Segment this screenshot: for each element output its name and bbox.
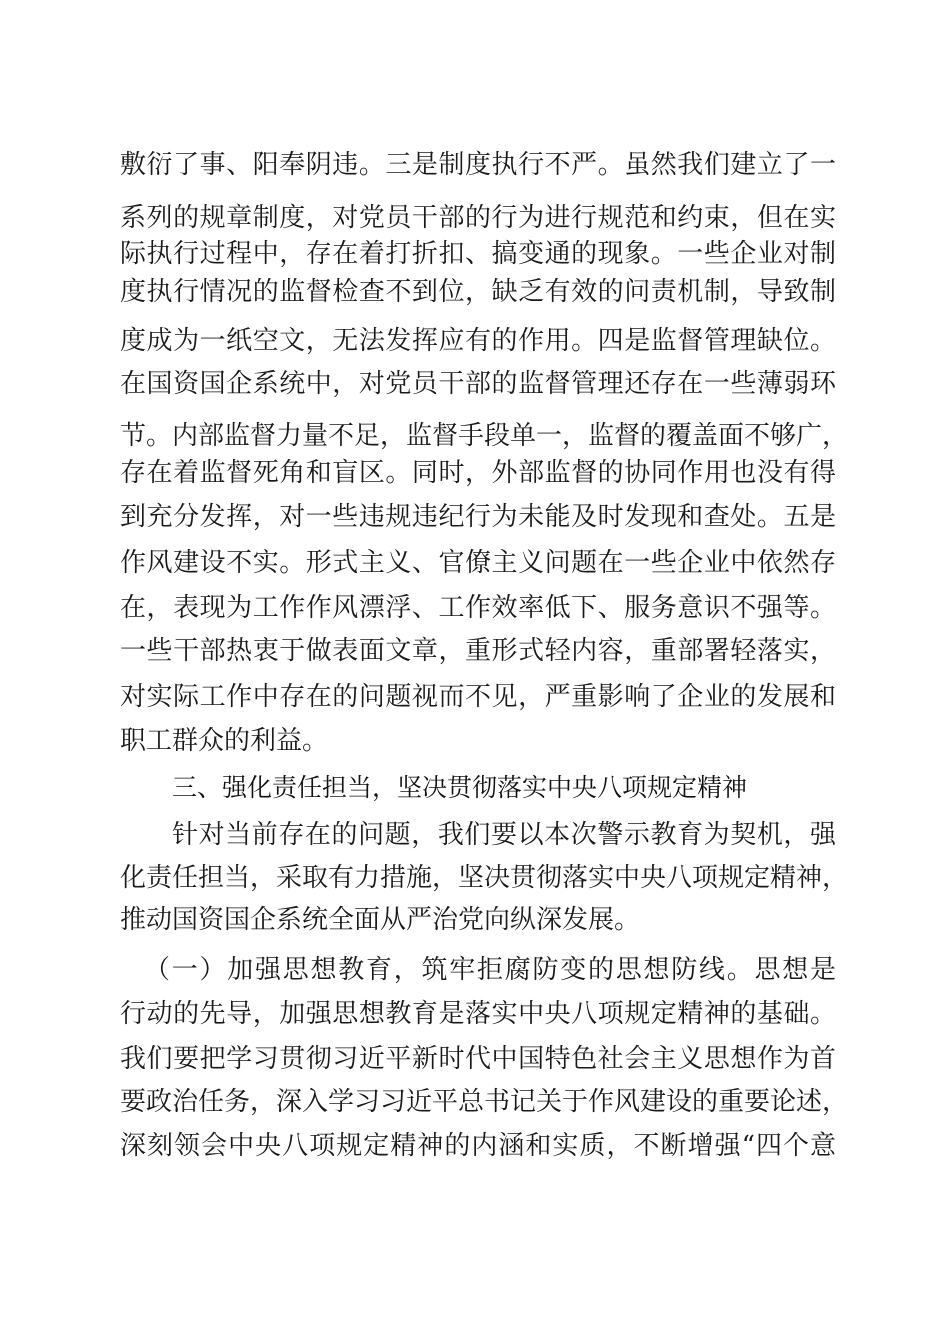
paragraph-line: 到充分发挥，对一些违规违纪行为未能及时发现和查处。五是 xyxy=(120,502,836,532)
paragraph-line: 在国资国企系统中，对党员干部的监督管理还存在一些薄弱环 xyxy=(120,369,836,399)
paragraph-line: 节。内部监督力量不足，监督手段单一，监督的覆盖面不够广， xyxy=(120,421,849,451)
paragraph-line: 针对当前存在的问题，我们要以本次警示教育为契机，强 xyxy=(172,820,836,850)
paragraph-line: 存在着监督死角和盲区。同时，外部监督的协同作用也没有得 xyxy=(120,458,836,488)
paragraph-line: 系列的规章制度，对党员干部的行为进行规范和约束，但在实 xyxy=(120,203,836,233)
paragraph-line: 推动国资国企系统全面从严治党向纵深发展。 xyxy=(120,905,641,935)
paragraph-line: 对实际工作中存在的问题视而不见，严重影响了企业的发展和 xyxy=(120,682,836,712)
paragraph-line: 际执行过程中，存在着打折扣、搞变通的现象。一些企业对制 xyxy=(120,239,836,269)
paragraph-line: 行动的先导，加强思想教育是落实中央八项规定精神的基础。 xyxy=(120,999,836,1029)
paragraph-line: 要政治任务，深入学习习近平总书记关于作风建设的重要论述， xyxy=(120,1087,849,1117)
paragraph-line: （一）加强思想教育，筑牢拒腐防变的思想防线。思想是 xyxy=(144,955,836,985)
paragraph-line: 度成为一纸空文，无法发挥应有的作用。四是监督管理缺位。 xyxy=(120,326,836,356)
section-heading: 三、强化责任担当，坚决贯彻落实中央八项规定精神 xyxy=(172,773,748,802)
paragraph-line: 深刻领会中央八项规定精神的内涵和实质，不断增强“四个意 xyxy=(120,1131,836,1161)
paragraph-line: 一些干部热衷于做表面文章，重形式轻内容，重部署轻落实， xyxy=(120,636,836,666)
paragraph-line: 敷衍了事、阳奉阴违。三是制度执行不严。虽然我们建立了一 xyxy=(120,150,836,180)
paragraph-line: 作风建设不实。形式主义、官僚主义问题在一些企业中依然存 xyxy=(120,548,836,578)
paragraph-line: 化责任担当，采取有力措施，坚决贯彻落实中央八项规定精神， xyxy=(120,863,849,893)
paragraph-line: 在，表现为工作作风漂浮、工作效率低下、服务意识不强等。 xyxy=(120,593,836,623)
paragraph-line: 度执行情况的监督检查不到位，缺乏有效的问责机制，导致制 xyxy=(120,277,836,307)
paragraph-line: 职工群众的利益。 xyxy=(120,726,329,756)
paragraph-line: 我们要把学习贯彻习近平新时代中国特色社会主义思想作为首 xyxy=(120,1044,836,1074)
